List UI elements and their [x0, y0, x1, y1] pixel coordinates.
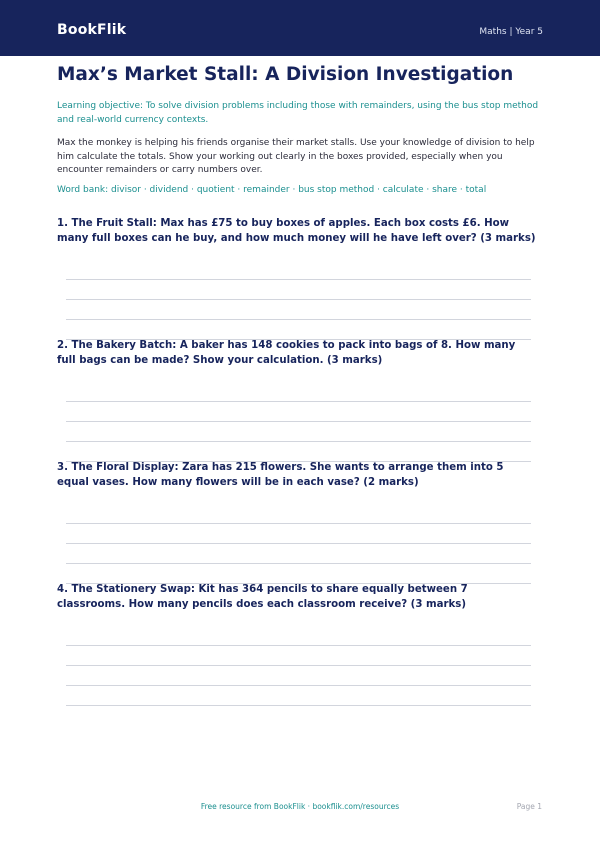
header-bar [0, 0, 600, 56]
subject-label: Maths | Year 5 [479, 27, 543, 37]
question-2: 2. The Bakery Batch: A baker has 148 cookies to pack into bags of 8. How many full bags can be made? Show your calculation. (3 marks) [57, 340, 516, 366]
intro-paragraph: Max the monkey is helping his friends organise their market stalls. Use your knowledge of division to help him calculate the totals. Show your working out clearly in the boxes provided, especially when you encounter remainders or carry numbers over. [57, 138, 535, 175]
worksheet-title: Max’s Market Stall: A Division Investigation [57, 64, 514, 85]
question-3: 3. The Floral Display: Zara has 215 flowers. She wants to arrange them into 5 equal vases. How many flowers will be in each vase? (2 marks) [57, 462, 504, 488]
answer-line[interactable] [66, 319, 531, 320]
answer-line[interactable] [66, 279, 531, 280]
question-4: 4. The Stationery Swap: Kit has 364 pencils to share equally between 7 classrooms. How many pencils does each classroom receive? (3 marks) [57, 584, 468, 610]
question-1: 1. The Fruit Stall: Max has £75 to buy boxes of apples. Each box costs £6. How many full boxes can he buy, and how much money will he have left over? (3 marks) [57, 218, 536, 244]
footer-credit: Free resource from BookFlik · bookflik.com/resources [200, 802, 400, 811]
answer-line[interactable] [66, 563, 531, 564]
page-number: Page 1 [516, 802, 542, 811]
learning-objective: Learning objective: To solve division problems including those with remainders, using the bus stop method and real-world currency contexts. [57, 101, 539, 125]
brand-logo: BookFlik [57, 22, 127, 38]
answer-line[interactable] [66, 421, 531, 422]
answer-line[interactable] [66, 401, 531, 402]
answer-line[interactable] [66, 543, 531, 544]
word-bank: Word bank: divisor · dividend · quotient · remainder · bus stop method · calculate · share · total [57, 185, 487, 195]
answer-line[interactable] [66, 523, 531, 524]
answer-line[interactable] [66, 705, 531, 706]
answer-line[interactable] [66, 685, 531, 686]
answer-line[interactable] [66, 665, 531, 666]
answer-line[interactable] [66, 441, 531, 442]
answer-line[interactable] [66, 645, 531, 646]
answer-line[interactable] [66, 299, 531, 300]
